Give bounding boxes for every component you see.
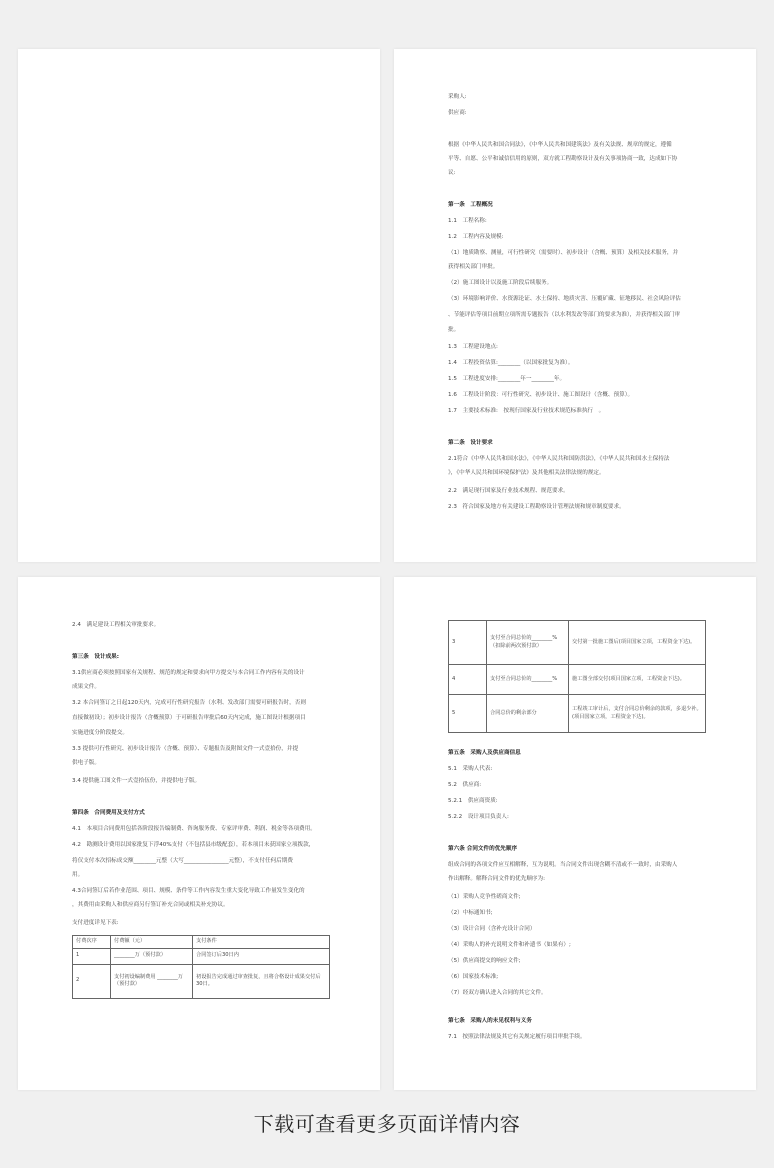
table-header-cell: 付费额（元）	[111, 936, 193, 949]
text-line: 根据《中华人民共和国合同法》，《中华人民共和国建筑法》及有关法规、规章的规定，遵循	[448, 142, 672, 148]
text-line: 1.2 工程内容及规模:	[448, 234, 504, 240]
text-line: 供应商:	[448, 110, 467, 116]
text-line: 5.2.1 供应商资质:	[448, 798, 498, 804]
payment-table-continued	[448, 620, 706, 733]
text-line: 用。	[72, 872, 84, 878]
download-caption: 下载可查看更多页面详情内容	[253, 1112, 521, 1136]
document-page-1-blank	[18, 49, 380, 562]
text-line: 》，《中华人民共和国环境保护法》及其他相关法律法规的规定。	[448, 470, 605, 476]
text-line: （7）经双方确认进入合同的其它文件。	[448, 990, 547, 996]
text-line: 4.3合同签订后若作业范围、项目、规模、条件等工作内容发生重大变化导致工作量发生变化的	[72, 888, 305, 894]
text-line: 支付进度详见下表:	[72, 920, 119, 926]
text-line: 组成合同的各项文件应互相解释，互为说明。当合同文件出现含糊不清或不一致时，由采购人	[448, 862, 678, 868]
table-row	[73, 964, 330, 998]
text-line: 实施进度分阶段提交。	[72, 730, 128, 736]
text-line: （3）设计合同（含补充设计合同）	[448, 926, 536, 932]
text-line: 2.1符合《中华人民共和国水法》，《中华人民共和国防洪法》，《中华人民共和国水土保持法	[448, 456, 670, 462]
section-heading: 第七条 采购人的未见权利与义务	[448, 1018, 532, 1024]
section-heading: 第五条 采购人及供应商信息	[448, 750, 521, 756]
text-line: 获得相关部门审批。	[448, 264, 499, 270]
table-cell: ________万（预付款）	[111, 948, 193, 964]
text-line: （1）地质勘察、测量，可行性研究（需要时）、初步设计（含概、预算）及相关技术服务，并	[448, 250, 679, 256]
table-cell: 2	[73, 964, 111, 998]
table-cell: 施工图全部交付(项目国家立项，工程资金下达)。	[569, 665, 706, 695]
text-line: 成果文件。	[72, 684, 100, 690]
text-line: （5）供应商提交的响应文件;	[448, 958, 521, 964]
table-row	[73, 948, 330, 964]
table-cell: 4	[449, 665, 487, 695]
text-line: （6）国家技术标准;	[448, 974, 499, 980]
table-header-cell: 支付条件	[193, 936, 330, 949]
text-line: 1.5 工程进度安排:________年一________年。	[448, 376, 566, 382]
text-line: 1.7 主要技术标准: 按现行国家及行业技术规范标准执行 。	[448, 408, 605, 414]
document-page-4	[394, 577, 756, 1090]
table-cell: 工程竣工审计后，支付合同总价剩余的款项，多退少补。(项目国家立项，工程资金下达)。	[569, 695, 706, 733]
payment-table	[72, 935, 330, 999]
section-heading: 第三条 设计成果:	[72, 654, 119, 660]
text-line: 平等、自愿、公平和诚信信用的原则，双方就工程勘察设计及有关事项协商一致，达成如下协	[448, 156, 678, 162]
table-cell: 1	[73, 948, 111, 964]
text-line: 5.2.2 设计项目负责人:	[448, 814, 509, 820]
text-line: 3.2 本合同签订之日起120天内，完成可行性研究报告（水利、发改部门需要可研报告时，否则	[72, 700, 306, 706]
text-line: 采购人:	[448, 94, 467, 100]
section-heading: 第四条 合同费用及支付方式	[72, 810, 145, 816]
text-line: 4.2 勘测设计费用以国家批复下浮40%支付（不包括县市级配套），若本项目未获国家立项拨款，	[72, 842, 315, 848]
text-line: ，其费用由采购人和供应商另行签订补充合同或相关补充协议。	[72, 902, 229, 908]
table-cell: 合同签订后30日内	[193, 948, 330, 964]
table-cell: 支付初设编制费用 ________万（预付款）	[111, 964, 193, 998]
document-page-3	[18, 577, 380, 1090]
section-heading: 第二条 设计要求	[448, 440, 493, 446]
text-line: （2）施工图设计以及施工阶段后续服务。	[448, 280, 553, 286]
text-line: 5.2 供应商:	[448, 782, 482, 788]
text-line: 3.1供应商必须按照国家有关规程、规范的规定和要求向甲方提交与本合同工作内容有关的设计	[72, 670, 305, 676]
text-line: 2.4 满足建设工程相关审批要求。	[72, 622, 160, 628]
text-line: 3.3 提供可行性研究、初步设计报告（含概、预算）、专题报告及附图文件一式壹拾份，并提	[72, 746, 299, 752]
text-line: （3）环境影响评价、水资源论证、水土保持、地质灾害、压覆矿藏、征地移民、社会风险评估	[448, 296, 681, 302]
text-line: （2）中标通知书;	[448, 910, 493, 916]
table-header-row	[73, 936, 330, 949]
text-line: 3.4 提供施工图文件一式壹拾伍份，并提供电子版。	[72, 778, 201, 784]
text-line: 1.1 工程名称:	[448, 218, 487, 224]
text-line: 1.3 工程建设地点:	[448, 344, 498, 350]
table-cell: 支付至合同总价的________%	[487, 665, 569, 695]
text-line: 1.4 工程投资估算:________（以国家批复为准）。	[448, 360, 574, 366]
text-line: 2.3 符合国家及地方有关建设工程勘察设计管理法规和规章制度要求。	[448, 504, 625, 510]
text-line: 4.1 本项目合同费用包括各阶段报告编制费、咨询服务费、专家评审费、利润、税金等各项费用。	[72, 826, 316, 832]
text-line: （1）采购人竞争性磋商文件;	[448, 894, 521, 900]
section-heading: 第一条 工程概况	[448, 202, 493, 208]
text-line: （4）采购人的补充说明文件和补遗书（如果有）;	[448, 942, 571, 948]
table-cell: 合同总价的剩余部分	[487, 695, 569, 733]
text-line: 直接做初设）；初步设计报告（含概预算）于可研报告审批后60天内完成，施工图设计根据项目	[72, 715, 306, 721]
document-page-2	[394, 49, 756, 562]
table-row	[449, 665, 706, 695]
text-line: 1.6 工程设计阶段：可行性研究、初步设计、施工图设计（含概、预算）。	[448, 392, 634, 398]
text-line: 7.1 按照法律法规及其它有关规定履行项目审批手续。	[448, 1034, 586, 1040]
text-line: 5.1 采购人代表:	[448, 766, 493, 772]
text-line: 、节能评估等项目前期立项所需专题报告（以水利发改等部门的要求为准），并获得相关部门审	[448, 312, 681, 318]
text-line: 2.2 满足现行国家及行业技术规程、规范要求。	[448, 488, 569, 494]
table-cell: 交付第一批施工图后(项目国家立项，工程资金下达)。	[569, 621, 706, 665]
table-cell: 5	[449, 695, 487, 733]
table-cell: 3	[449, 621, 487, 665]
text-line: 作出解释。解释合同文件的优先顺序为:	[448, 876, 545, 882]
table-header-cell: 付费次序	[73, 936, 111, 949]
table-row	[449, 695, 706, 733]
section-heading: 第六条 合同文件的优先顺序	[448, 846, 518, 852]
text-line: 供电子版。	[72, 760, 100, 766]
text-line: 批。	[448, 327, 460, 333]
table-cell: 支付至合同总价的________%（扣除前两次预付款）	[487, 621, 569, 665]
text-line: 议:	[448, 170, 456, 176]
text-line: 将仅支付本次招标成交额________元整（大写________________元整），不支付任何后期费	[72, 858, 293, 864]
table-cell: 初设报告完成通过审查批复，且将合格设计成果交付后30日。	[193, 964, 330, 998]
table-row	[449, 621, 706, 665]
